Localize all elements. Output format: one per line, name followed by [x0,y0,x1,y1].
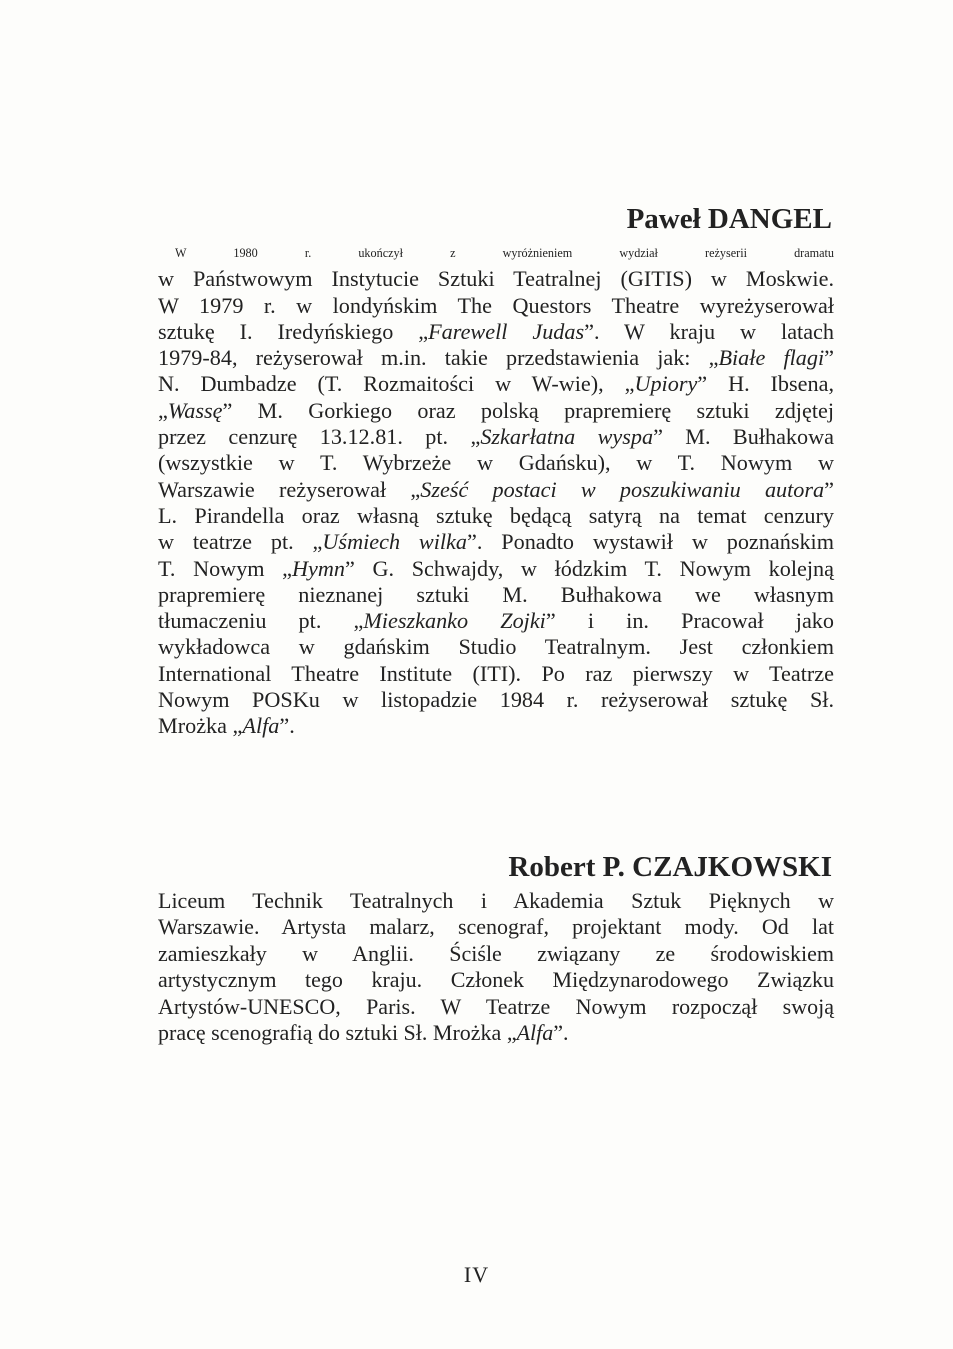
bio-line: W 1980 r. ukończył z wyróżnieniem wydział reżyserii dramatu [175,246,834,260]
bio-line: L. Pirandella oraz własną sztukę będącą satyrą na temat cenzury [158,502,834,528]
bio-line: zamieszkały w Anglii. Ściśle związany ze środowiskiem [158,940,834,966]
bio-line: sztukę I. Iredyńskiego „Farewell Judas”. W kraju w latach [158,318,834,344]
bio-line: pracę scenografią do sztuki Sł. Mrożka „Alfa”. [158,1020,569,1046]
bio-line: w Państwowym Instytucie Sztuki Teatralnej (GITIS) w Moskwie. [158,266,834,292]
bio-line: (wszystkie w T. Wybrzeże w Gdańsku), w T. Nowym w [158,450,834,476]
biography-czajkowski [158,888,834,1046]
page-number: IV [463,1262,490,1287]
section-heading-czajkowski: Robert P. CZAJKOWSKI [508,851,832,883]
bio-line: Warszawie reżyserował „Sześć postaci w poszukiwaniu autora” [158,476,834,502]
biography-dangel [158,240,834,740]
bio-line: Nowym POSKu w listopadzie 1984 r. reżyserował sztukę Sł. [158,687,834,713]
bio-line: artystycznym tego kraju. Członek Międzynarodowego Związku [158,967,834,993]
bio-line: „Wassę” M. Gorkiego oraz polską prapremierę sztuki zdjętej [158,397,834,423]
bio-line: Liceum Technik Teatralnych i Akademia Sztuk Pięknych w [158,888,834,913]
bio-line: W 1979 r. w londyńskim The Questors Theatre wyreżyserował [158,292,834,318]
bio-line: 1979-84, reżyserował m.in. takie przedstawienia jak: „Białe flagi” [158,345,834,371]
bio-line: prapremierę nieznanej sztuki M. Bułhakowa we własnym [158,581,834,607]
bio-line: w teatrze pt. „Uśmiech wilka”. Ponadto wystawił w poznańskim [158,529,834,555]
bio-line: N. Dumbadze (T. Rozmaitości w W-wie), „Upiory” H. Ibsena, [158,371,834,397]
bio-line: T. Nowym „Hymn” G. Schwajdy, w łódzkim T. Nowym kolejną [158,555,834,581]
bio-line: Mrożka „Alfa”. [158,713,295,739]
bio-line: wykładowca w gdańskim Studio Teatralnym. Jest członkiem [158,634,834,660]
bio-line: International Theatre Institute (ITI). Po raz pierwszy w Teatrze [158,660,834,686]
bio-line: tłumaczeniu pt. „Mieszkanko Zojki” i in. Pracował jako [158,608,834,634]
bio-line: Artystów-UNESCO, Paris. W Teatrze Nowym rozpoczął swoją [158,993,834,1019]
bio-line: Warszawie. Artysta malarz, scenograf, projektant mody. Od lat [158,914,834,940]
bio-line: przez cenzurę 13.12.81. pt. „Szkarłatna wyspa” M. Bułhakowa [158,424,834,450]
section-heading-dangel: Paweł DANGEL [626,203,832,235]
